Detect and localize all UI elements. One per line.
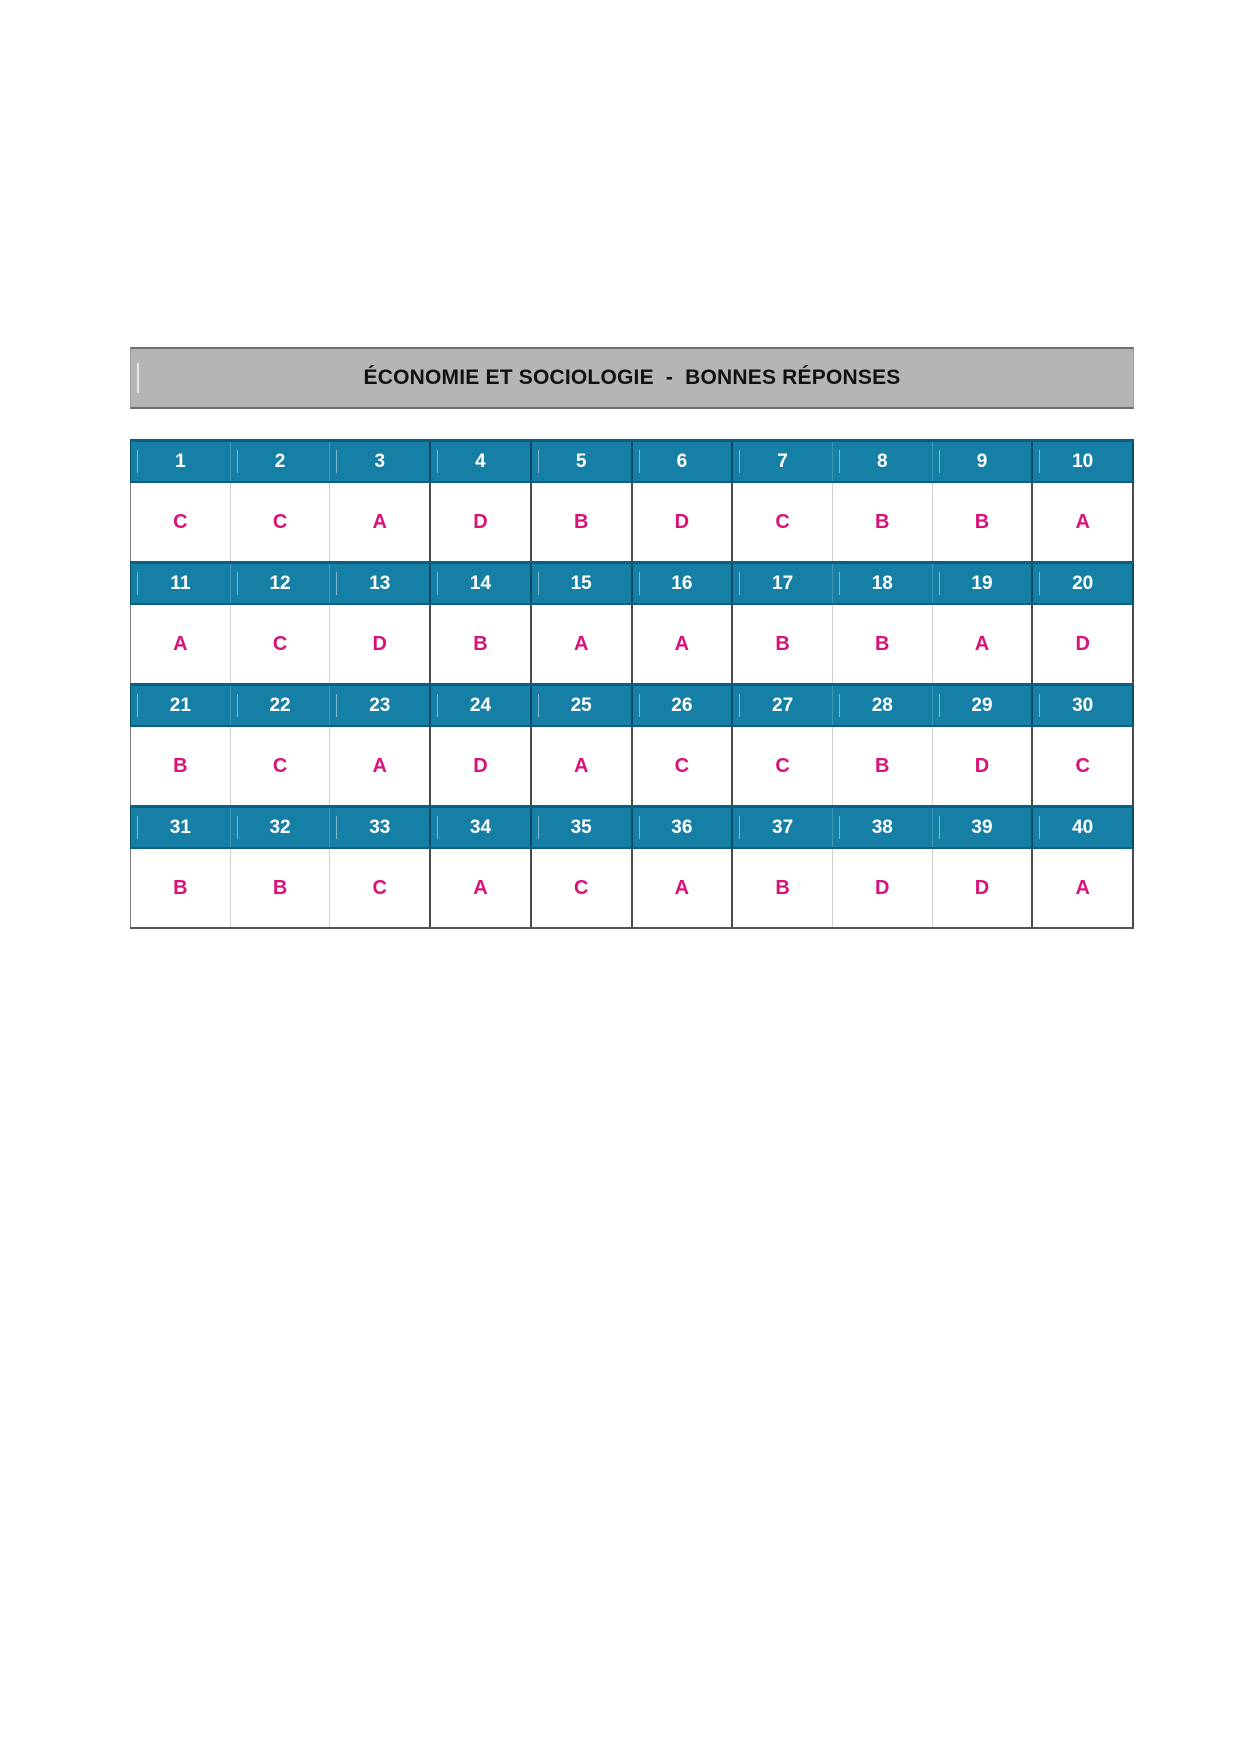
question-number-cell: 14 bbox=[431, 564, 532, 603]
answer-cell: C bbox=[330, 849, 431, 927]
answer-cell: B bbox=[231, 849, 331, 927]
answer-grid bbox=[130, 439, 1134, 929]
question-number-cell: 5 bbox=[532, 442, 633, 481]
answer-cell: A bbox=[933, 605, 1034, 683]
question-number-cell: 20 bbox=[1033, 564, 1134, 603]
question-number-cell: 10 bbox=[1033, 442, 1134, 481]
question-number-cell: 29 bbox=[933, 686, 1034, 725]
answer-cell: C bbox=[733, 727, 833, 805]
question-number-cell: 24 bbox=[431, 686, 532, 725]
question-number-row bbox=[130, 561, 1134, 605]
answer-cell: D bbox=[431, 483, 532, 561]
answer-cell: A bbox=[330, 483, 431, 561]
question-number-cell: 36 bbox=[633, 808, 734, 847]
question-number-cell: 32 bbox=[231, 808, 331, 847]
answer-cell: A bbox=[431, 849, 532, 927]
answer-cell: A bbox=[633, 605, 734, 683]
question-number-cell: 4 bbox=[431, 442, 532, 481]
question-number-cell: 9 bbox=[933, 442, 1034, 481]
question-number-cell: 2 bbox=[231, 442, 331, 481]
title-bar-divider bbox=[137, 363, 139, 393]
question-number-cell: 22 bbox=[231, 686, 331, 725]
answer-cell: A bbox=[130, 605, 231, 683]
answer-cell: C bbox=[733, 483, 833, 561]
answer-cell: D bbox=[933, 727, 1034, 805]
question-number-cell: 11 bbox=[130, 564, 231, 603]
question-number-cell: 30 bbox=[1033, 686, 1134, 725]
answer-cell: D bbox=[833, 849, 933, 927]
answer-cell: D bbox=[1033, 605, 1134, 683]
question-number-cell: 31 bbox=[130, 808, 231, 847]
answer-cell: B bbox=[431, 605, 532, 683]
question-number-cell: 28 bbox=[833, 686, 933, 725]
answer-cell: C bbox=[231, 727, 331, 805]
answer-cell: C bbox=[532, 849, 633, 927]
answer-cell: C bbox=[633, 727, 734, 805]
answer-row bbox=[130, 849, 1134, 927]
answer-row bbox=[130, 483, 1134, 561]
answer-cell: B bbox=[833, 483, 933, 561]
answer-key-sheet bbox=[130, 347, 1134, 929]
answer-cell: D bbox=[633, 483, 734, 561]
question-number-cell: 23 bbox=[330, 686, 431, 725]
answer-cell: D bbox=[431, 727, 532, 805]
answer-cell: B bbox=[933, 483, 1034, 561]
question-number-row bbox=[130, 805, 1134, 849]
answer-cell: C bbox=[130, 483, 231, 561]
question-number-cell: 19 bbox=[933, 564, 1034, 603]
question-number-cell: 25 bbox=[532, 686, 633, 725]
answer-cell: C bbox=[231, 605, 331, 683]
answer-cell: B bbox=[833, 727, 933, 805]
answer-cell: B bbox=[833, 605, 933, 683]
answer-cell: A bbox=[532, 727, 633, 805]
question-number-cell: 18 bbox=[833, 564, 933, 603]
question-number-cell: 12 bbox=[231, 564, 331, 603]
answer-row bbox=[130, 727, 1134, 805]
answer-cell: C bbox=[1033, 727, 1134, 805]
question-number-cell: 13 bbox=[330, 564, 431, 603]
answer-cell: A bbox=[330, 727, 431, 805]
question-number-cell: 8 bbox=[833, 442, 933, 481]
question-number-cell: 26 bbox=[633, 686, 734, 725]
answer-cell: B bbox=[130, 727, 231, 805]
answer-cell: C bbox=[231, 483, 331, 561]
answer-cell: A bbox=[1033, 483, 1134, 561]
question-number-cell: 16 bbox=[633, 564, 734, 603]
question-number-cell: 1 bbox=[130, 442, 231, 481]
answer-cell: D bbox=[933, 849, 1034, 927]
question-number-row bbox=[130, 439, 1134, 483]
title-bar bbox=[130, 347, 1134, 409]
question-number-cell: 21 bbox=[130, 686, 231, 725]
question-number-row bbox=[130, 683, 1134, 727]
answer-cell: B bbox=[733, 849, 833, 927]
question-number-cell: 39 bbox=[933, 808, 1034, 847]
question-number-cell: 6 bbox=[633, 442, 734, 481]
answer-cell: D bbox=[330, 605, 431, 683]
question-number-cell: 7 bbox=[733, 442, 833, 481]
answer-row bbox=[130, 605, 1134, 683]
question-number-cell: 35 bbox=[532, 808, 633, 847]
question-number-cell: 15 bbox=[532, 564, 633, 603]
question-number-cell: 34 bbox=[431, 808, 532, 847]
page-title: ÉCONOMIE ET SOCIOLOGIE - BONNES RÉPONSES bbox=[363, 366, 901, 389]
question-number-cell: 27 bbox=[733, 686, 833, 725]
answer-cell: A bbox=[1033, 849, 1134, 927]
answer-cell: B bbox=[733, 605, 833, 683]
answer-cell: A bbox=[633, 849, 734, 927]
question-number-cell: 40 bbox=[1033, 808, 1134, 847]
question-number-cell: 3 bbox=[330, 442, 431, 481]
question-number-cell: 17 bbox=[733, 564, 833, 603]
answer-cell: B bbox=[532, 483, 633, 561]
question-number-cell: 38 bbox=[833, 808, 933, 847]
question-number-cell: 37 bbox=[733, 808, 833, 847]
question-number-cell: 33 bbox=[330, 808, 431, 847]
answer-cell: B bbox=[130, 849, 231, 927]
answer-cell: A bbox=[532, 605, 633, 683]
